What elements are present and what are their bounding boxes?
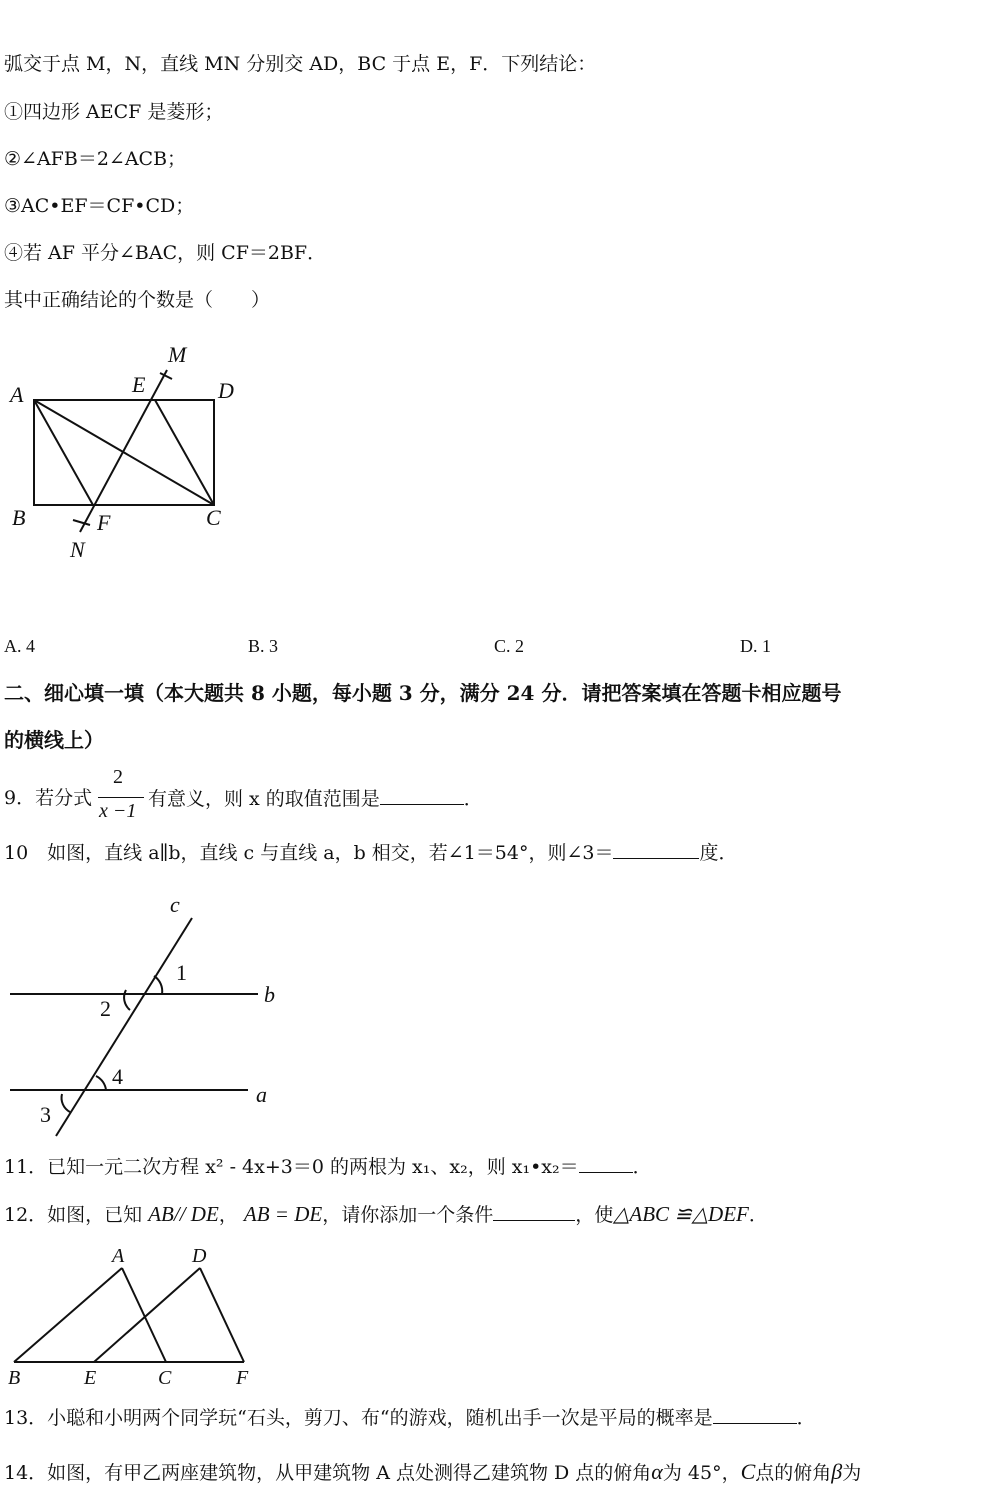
- conclusion-4: ④若 AF 平分∠BAC，则 CF＝2BF．: [4, 242, 327, 264]
- label-B: B: [8, 1367, 21, 1389]
- q9-post-text: 有意义，则 x 的取值范围是: [148, 788, 380, 810]
- q11-end: ．: [632, 1156, 652, 1178]
- conclusion-2: ②∠AFB＝2∠ACB；: [4, 148, 187, 170]
- q12-answer-blank[interactable]: [493, 1202, 575, 1221]
- q14-point-c: C: [740, 1459, 756, 1484]
- q14-alpha: α: [651, 1459, 663, 1484]
- q12-sep: ，: [218, 1204, 238, 1226]
- q11-answer-blank[interactable]: [579, 1154, 633, 1173]
- label-angle-2: 2: [100, 996, 111, 1021]
- label-A: A: [112, 1245, 125, 1267]
- q13-stem: 13．小聪和小明两个同学玩“石头，剪刀、布“的游戏，随机出手一次是平局的概率是: [4, 1407, 713, 1429]
- q9-pre: 9．若分式: [4, 787, 93, 809]
- label-line-c: c: [170, 892, 180, 917]
- rectangle-figure: [0, 335, 260, 570]
- label-angle-1: 1: [176, 960, 187, 985]
- q9-numerator: 2: [113, 766, 123, 788]
- text-line-1: 弧交于点 M，N，直线 MN 分别交 AD，BC 于点 E，F．下列结论：: [4, 53, 597, 75]
- q14-text: [4, 1460, 861, 1485]
- conclusion-1: ①四边形 AECF 是菱形；: [4, 101, 224, 123]
- label-D: D: [192, 1245, 207, 1267]
- q10-stem: 10 如图，直线 a∥b，直线 c 与直线 a，b 相交，若∠1＝54°，则∠3＝: [4, 842, 614, 864]
- parallel-lines-figure: [0, 890, 300, 1145]
- conclusion-3: ③AC•EF＝CF•CD；: [4, 195, 195, 217]
- q13-answer-blank[interactable]: [713, 1405, 797, 1424]
- q9-answer-blank[interactable]: [380, 786, 464, 805]
- option-b: B. 3: [248, 636, 279, 656]
- q11-text: [4, 1154, 652, 1179]
- label-angle-3: 3: [40, 1102, 51, 1127]
- q12-mid: ，请你添加一个条件: [322, 1204, 494, 1226]
- q12-mid2: ，使: [575, 1204, 614, 1226]
- section-title-cont: 的横线上）: [4, 728, 104, 752]
- label-M: M: [168, 342, 187, 367]
- q9-post: [148, 786, 483, 811]
- q14-stem: 14．如图，有甲乙两座建筑物，从甲建筑物 A 点处测得乙建筑物 D 点的俯角: [4, 1462, 652, 1484]
- q10-end: 度．: [699, 842, 738, 864]
- q12-congruence: △ABC ≌△DEF: [613, 1202, 749, 1226]
- fraction-bar: [98, 797, 144, 798]
- label-F: F: [97, 510, 111, 535]
- q14-mid2: 点的俯角: [755, 1462, 832, 1484]
- q10-answer-blank[interactable]: [613, 840, 699, 859]
- q13-text: [4, 1405, 816, 1430]
- question-prompt: 其中正确结论的个数是（ ）: [4, 289, 271, 311]
- label-C: C: [206, 505, 221, 530]
- q12-pre: 12．如图，已知: [4, 1204, 143, 1226]
- q12-condition-1: AB// DE: [148, 1202, 219, 1226]
- q13-end: ．: [796, 1407, 816, 1429]
- label-E: E: [132, 372, 146, 397]
- label-A: A: [10, 382, 24, 407]
- option-c: C. 2: [494, 636, 525, 656]
- q14-mid: 为 45°，: [662, 1462, 741, 1484]
- q9-end: ．: [463, 788, 483, 810]
- section-title: 二、细心填一填（本大题共 8 小题，每小题 3 分，满分 24 分．请把答案填在答题卡相应题号: [4, 681, 842, 705]
- label-F: F: [236, 1367, 249, 1389]
- q14-beta: β: [831, 1459, 843, 1484]
- option-a: A. 4: [4, 636, 35, 656]
- label-D: D: [218, 378, 234, 403]
- q12-condition-2: AB = DE: [243, 1202, 323, 1226]
- label-line-b: b: [264, 982, 275, 1007]
- label-C: C: [158, 1367, 172, 1389]
- q12-end: ．: [748, 1204, 768, 1226]
- option-d: D. 1: [740, 636, 771, 656]
- label-N: N: [70, 537, 85, 562]
- q14-end: 为: [842, 1462, 862, 1484]
- q9-denominator: x −1: [99, 800, 137, 822]
- q11-stem: 11．已知一元二次方程 x² - 4x+3＝0 的两根为 x₁、x₂，则 x₁•x₂＝: [4, 1156, 579, 1178]
- label-angle-4: 4: [112, 1064, 123, 1089]
- label-B: B: [12, 505, 26, 530]
- q10-text: [4, 840, 737, 865]
- triangles-figure: [0, 1240, 270, 1390]
- label-E: E: [84, 1367, 97, 1389]
- q12-text: [4, 1202, 768, 1227]
- label-line-a: a: [256, 1082, 267, 1107]
